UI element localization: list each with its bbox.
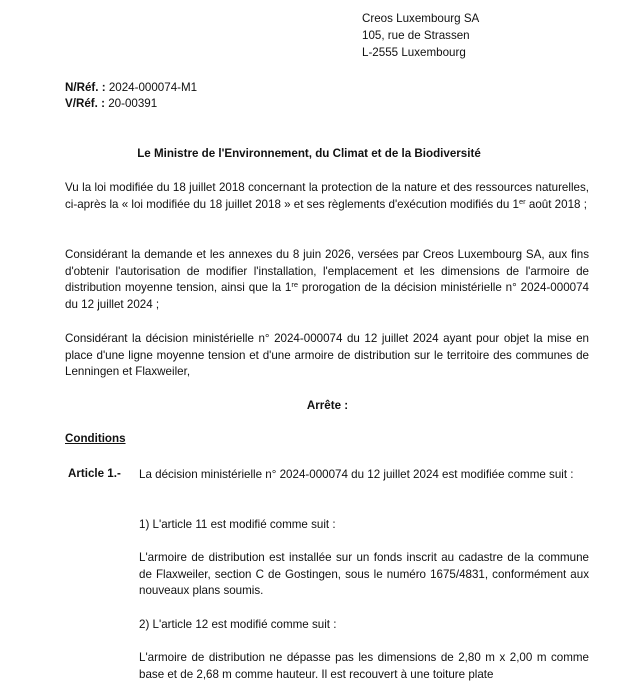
recipient-street: 105, rue de Strassen: [362, 29, 470, 42]
recipient-city: L-2555 Luxembourg: [362, 46, 466, 59]
recital-3: Considérant la décision ministérielle n° 2024-000074 du 12 juillet 2024 ayant pour objet la mise en place d'une ligne moyenne tension et d'une armoire de distribution sur le territoire des communes de Lenningen et Flaxweiler,: [65, 332, 589, 378]
your-reference: [65, 96, 197, 112]
recipient-address: [362, 10, 479, 61]
recital-1-text-end: août 2018 ;: [525, 197, 587, 211]
article-1-item-1-text: L'armoire de distribution est installée sur un fonds inscrit au cadastre de la commune de Flaxweiler, section C de Gostingen, sous le numéro 1675/4831, conformément aux nouveaux plans soumis.: [139, 551, 589, 597]
recipient-name: Creos Luxembourg SA: [362, 12, 480, 25]
article-1-item-2-text: L'armoire de distribution ne dépasse pas les dimensions de 2,80 m x 2,00 m comme base et de 2,68 m comme hauteur. Il est recouvert à une toiture plate: [139, 651, 589, 681]
recital-2-text: Considérant la demande et les annexes du 8 juin 2026, versées par Creos Luxembourg SA, aux fins d'obtenir l'autorisation de modifier l'installation, l'emplacement et les dimensions de l'armoire de distribution moyenne tension, ainsi que la 1: [65, 248, 589, 294]
recital-2: [65, 247, 589, 313]
article-1-item-2: 2) L'article 12 est modifié comme suit :: [139, 618, 337, 631]
conditions-heading: Conditions: [65, 432, 126, 445]
recital-1-text: Vu la loi modifiée du 18 juillet 2018 concernant la protection de la nature et des ressources naturelles, ci-après la « loi modifiée du 18 juillet 2018 » et ses règlements d'exécution modifiés du 1: [65, 181, 589, 211]
our-reference-label: N/Réf. :: [65, 81, 106, 94]
recital-1-superscript: er: [519, 196, 526, 206]
our-reference-value: 2024-000074-M1: [108, 81, 198, 94]
your-reference-value: 20-00391: [108, 97, 158, 110]
article-1-item-1: 1) L'article 11 est modifié comme suit :: [139, 518, 336, 531]
arrete-heading: Arrête :: [306, 399, 349, 412]
references: [65, 80, 197, 112]
article-1-label: Article 1.-: [68, 467, 121, 480]
your-reference-label: V/Réf. :: [65, 97, 105, 110]
document-title: Le Ministre de l'Environnement, du Climat et de la Biodiversité: [137, 147, 481, 160]
recital-2-superscript: re: [291, 280, 299, 289]
our-reference: [65, 80, 197, 96]
recital-2-text-end: prorogation de la décision ministérielle n° 2024-000074 du 12 juillet 2024 ;: [65, 281, 589, 311]
recital-1: [65, 180, 589, 213]
article-1-intro: La décision ministérielle n° 2024-000074 du 12 juillet 2024 est modifiée comme suit :: [139, 468, 574, 481]
